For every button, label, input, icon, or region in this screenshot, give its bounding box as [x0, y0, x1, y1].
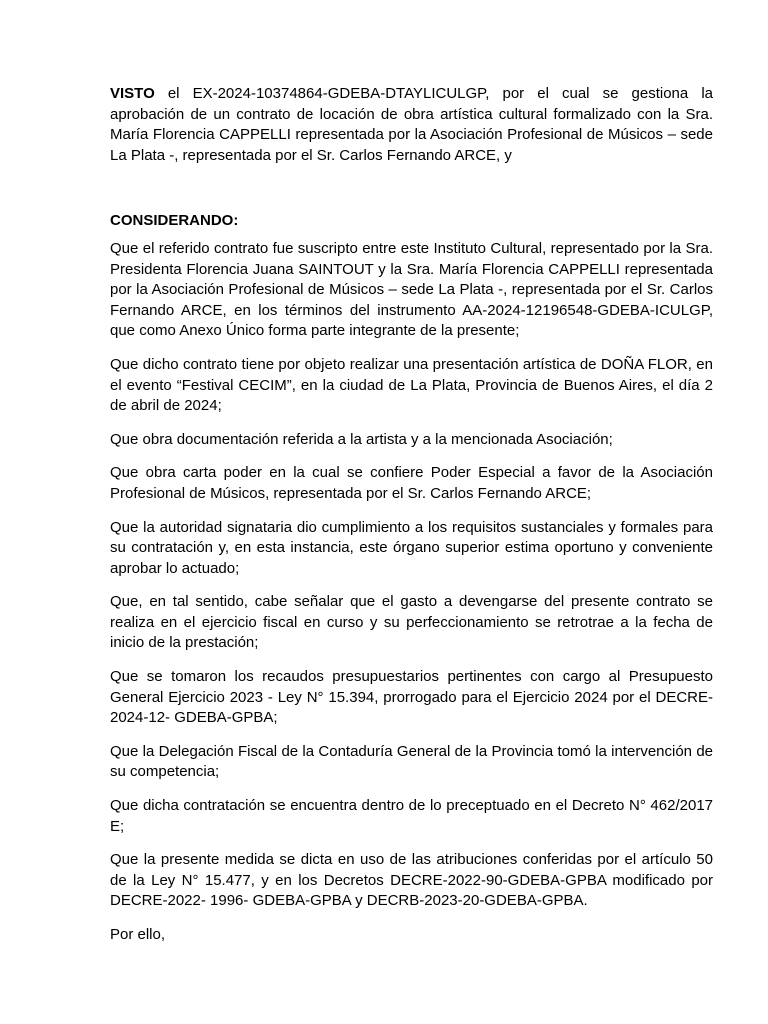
considerando-paragraph-6: Que, en tal sentido, cabe señalar que el gasto a devengarse del presente contrato se realiza en el ejercicio fiscal en curso y su perfeccionamiento se retrotrae a la fecha de inicio de la prestación; — [110, 593, 713, 652]
visto-label: VISTO — [110, 85, 155, 102]
document-page — [110, 84, 713, 959]
considerando-paragraph-8: Que la Delegación Fiscal de la Contaduría General de la Provincia tomó la intervención de su competencia; — [110, 742, 713, 781]
considerando-paragraph-3: Que obra documentación referida a la artista y a la mencionada Asociación; — [110, 430, 613, 448]
considerando-paragraph-4: Que obra carta poder en la cual se confiere Poder Especial a favor de la Asociación Profesional de Músicos, representada por el Sr. Carlos Fernando ARCE; — [110, 464, 713, 502]
visto-paragraph — [110, 84, 713, 166]
considerando-paragraph-1: Que el referido contrato fue suscripto entre este Instituto Cultural, representado por la Sra. Presidenta Florencia Juana SAINTOUT y la Sra. María Florencia CAPPELLI representada por la Asociación Profesional de Músicos – sede La Plata -, representada por el Sr. Carlos Fernando ARCE, en los términos del instrumento AA-2024-12196548-GDEBA-ICULGP, que como Anexo Único forma parte integrante de la presente; — [110, 239, 713, 340]
considerando-paragraph-10: Que la presente medida se dicta en uso de las atribuciones conferidas por el artículo 50 de la Ley N° 15.477, y en los Decretos DECRE-2022-90-GDEBA-GPBA modificado por DECRE-2022- 1996- GDEBA-GPBA y DECRB-2023-20-GDEBA-GPBA. — [110, 851, 713, 910]
considerando-paragraph-2: Que dicho contrato tiene por objeto realizar una presentación artística de DOÑA FLOR, en el evento “Festival CECIM”, en la ciudad de La Plata, Provincia de Buenos Aires, el día 2 de abril de 2024; — [110, 355, 713, 415]
considerando-paragraph-7: Que se tomaron los recaudos presupuestarios pertinentes con cargo al Presupuesto General Ejercicio 2023 - Ley N° 15.394, prorrogado para el Ejercicio 2024 por el DECRE-2024-12- GDEBA-GPBA; — [110, 668, 713, 727]
considerando-paragraph-9: Que dicha contratación se encuentra dentro de lo preceptuado en el Decreto N° 462/2017 E; — [110, 797, 713, 835]
por-ello-paragraph: Por ello, — [110, 926, 166, 943]
considerando-heading: CONSIDERANDO: — [110, 212, 239, 230]
visto-text: el EX-2024-10374864-GDEBA-DTAYLICULGP, por el cual se gestiona la aprobación de un contrato de locación de obra artística cultural formalizado con la Sra. María Florencia CAPPELLI representada por la Asociación Profesional de Músicos – sede La Plata -, representada por el Sr. Carlos Fernando ARCE, y — [110, 85, 713, 164]
considerando-paragraph-5: Que la autoridad signataria dio cumplimiento a los requisitos sustanciales y formales para su contratación y, en esta instancia, este órgano superior estima oportuno y conveniente aprobar lo actuado; — [110, 518, 713, 577]
